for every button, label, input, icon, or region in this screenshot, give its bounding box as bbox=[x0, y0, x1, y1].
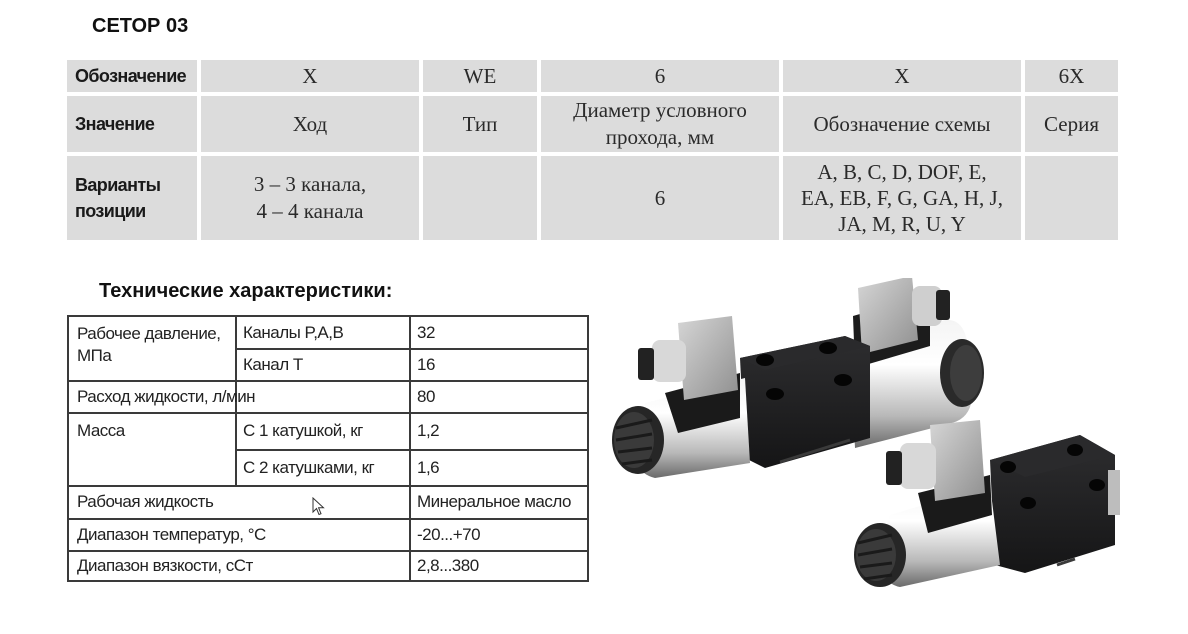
value-flow: 80 bbox=[417, 386, 435, 406]
row-label-variants-line2: позиции bbox=[75, 201, 146, 221]
variants-stroke bbox=[201, 156, 419, 240]
param-temperature: Диапазон температур, °С bbox=[77, 524, 266, 544]
variants-type bbox=[423, 156, 537, 240]
variants-scheme-line2: EA, EB, F, G, GA, H, J, bbox=[801, 186, 1003, 210]
sub-mass-2-coils: С 2 катушками, кг bbox=[243, 457, 375, 477]
param-mass: Масса bbox=[77, 421, 125, 440]
variants-scheme-line1: A, B, C, D, DOF, E, bbox=[817, 160, 987, 184]
value-temperature: -20...+70 bbox=[417, 524, 481, 544]
designation-diameter: 6 bbox=[541, 60, 779, 92]
value-viscosity: 2,8...380 bbox=[417, 556, 479, 575]
meaning-stroke: Ход bbox=[201, 96, 419, 152]
mouse-cursor-icon bbox=[312, 497, 326, 517]
sub-channel-t: Канал T bbox=[243, 354, 303, 374]
variants-stroke-line2: 4 – 4 канала bbox=[256, 199, 364, 223]
designation-type: WE bbox=[423, 60, 537, 92]
variants-scheme bbox=[783, 156, 1021, 240]
meaning-series: Серия bbox=[1025, 96, 1118, 152]
param-pressure bbox=[69, 319, 235, 363]
value-mass-1-coil: 1,2 bbox=[417, 421, 440, 440]
row-label-variants-line1: Варианты bbox=[75, 175, 161, 195]
meaning-scheme: Обозначение схемы bbox=[783, 96, 1021, 152]
meaning-type: Тип bbox=[423, 96, 537, 152]
meaning-diameter-line1: Диаметр условного bbox=[573, 98, 747, 122]
param-fluid: Рабочая жидкость bbox=[77, 492, 214, 511]
value-mass-2-coils: 1,6 bbox=[417, 457, 440, 477]
value-fluid: Минеральное масло bbox=[417, 492, 571, 511]
param-flow: Расход жидкости, л/мин bbox=[77, 386, 256, 406]
row-label-variants bbox=[67, 156, 197, 240]
page-title: СЕТОР 03 bbox=[92, 15, 189, 37]
value-pressure-t: 16 bbox=[417, 354, 435, 374]
single-solenoid-valve-image bbox=[820, 415, 1120, 590]
designation-series: 6X bbox=[1025, 60, 1118, 92]
spec-heading: Технические характеристики: bbox=[99, 280, 393, 302]
variants-series bbox=[1025, 156, 1118, 240]
value-pressure-pab: 32 bbox=[417, 322, 435, 342]
variants-scheme-line3: JA, M, R, U, Y bbox=[838, 212, 966, 236]
variants-stroke-line1: 3 – 3 канала, bbox=[253, 172, 367, 196]
param-pressure-line2: МПа bbox=[77, 346, 112, 365]
row-label-designation: Обозначение bbox=[67, 60, 197, 92]
designation-scheme: X bbox=[783, 60, 1021, 92]
variants-diameter: 6 bbox=[541, 156, 779, 240]
designation-stroke: X bbox=[201, 60, 419, 92]
row-label-meaning: Значение bbox=[67, 96, 197, 152]
meaning-diameter bbox=[541, 96, 779, 152]
sub-mass-1-coil: С 1 катушкой, кг bbox=[243, 421, 363, 440]
sub-channels-pab: Каналы P,A,B bbox=[243, 322, 344, 342]
meaning-diameter-line2: прохода, мм bbox=[605, 125, 715, 149]
spec-table bbox=[67, 315, 589, 582]
param-viscosity: Диапазон вязкости, сСт bbox=[77, 556, 253, 575]
param-pressure-line1: Рабочее давление, bbox=[77, 324, 221, 343]
